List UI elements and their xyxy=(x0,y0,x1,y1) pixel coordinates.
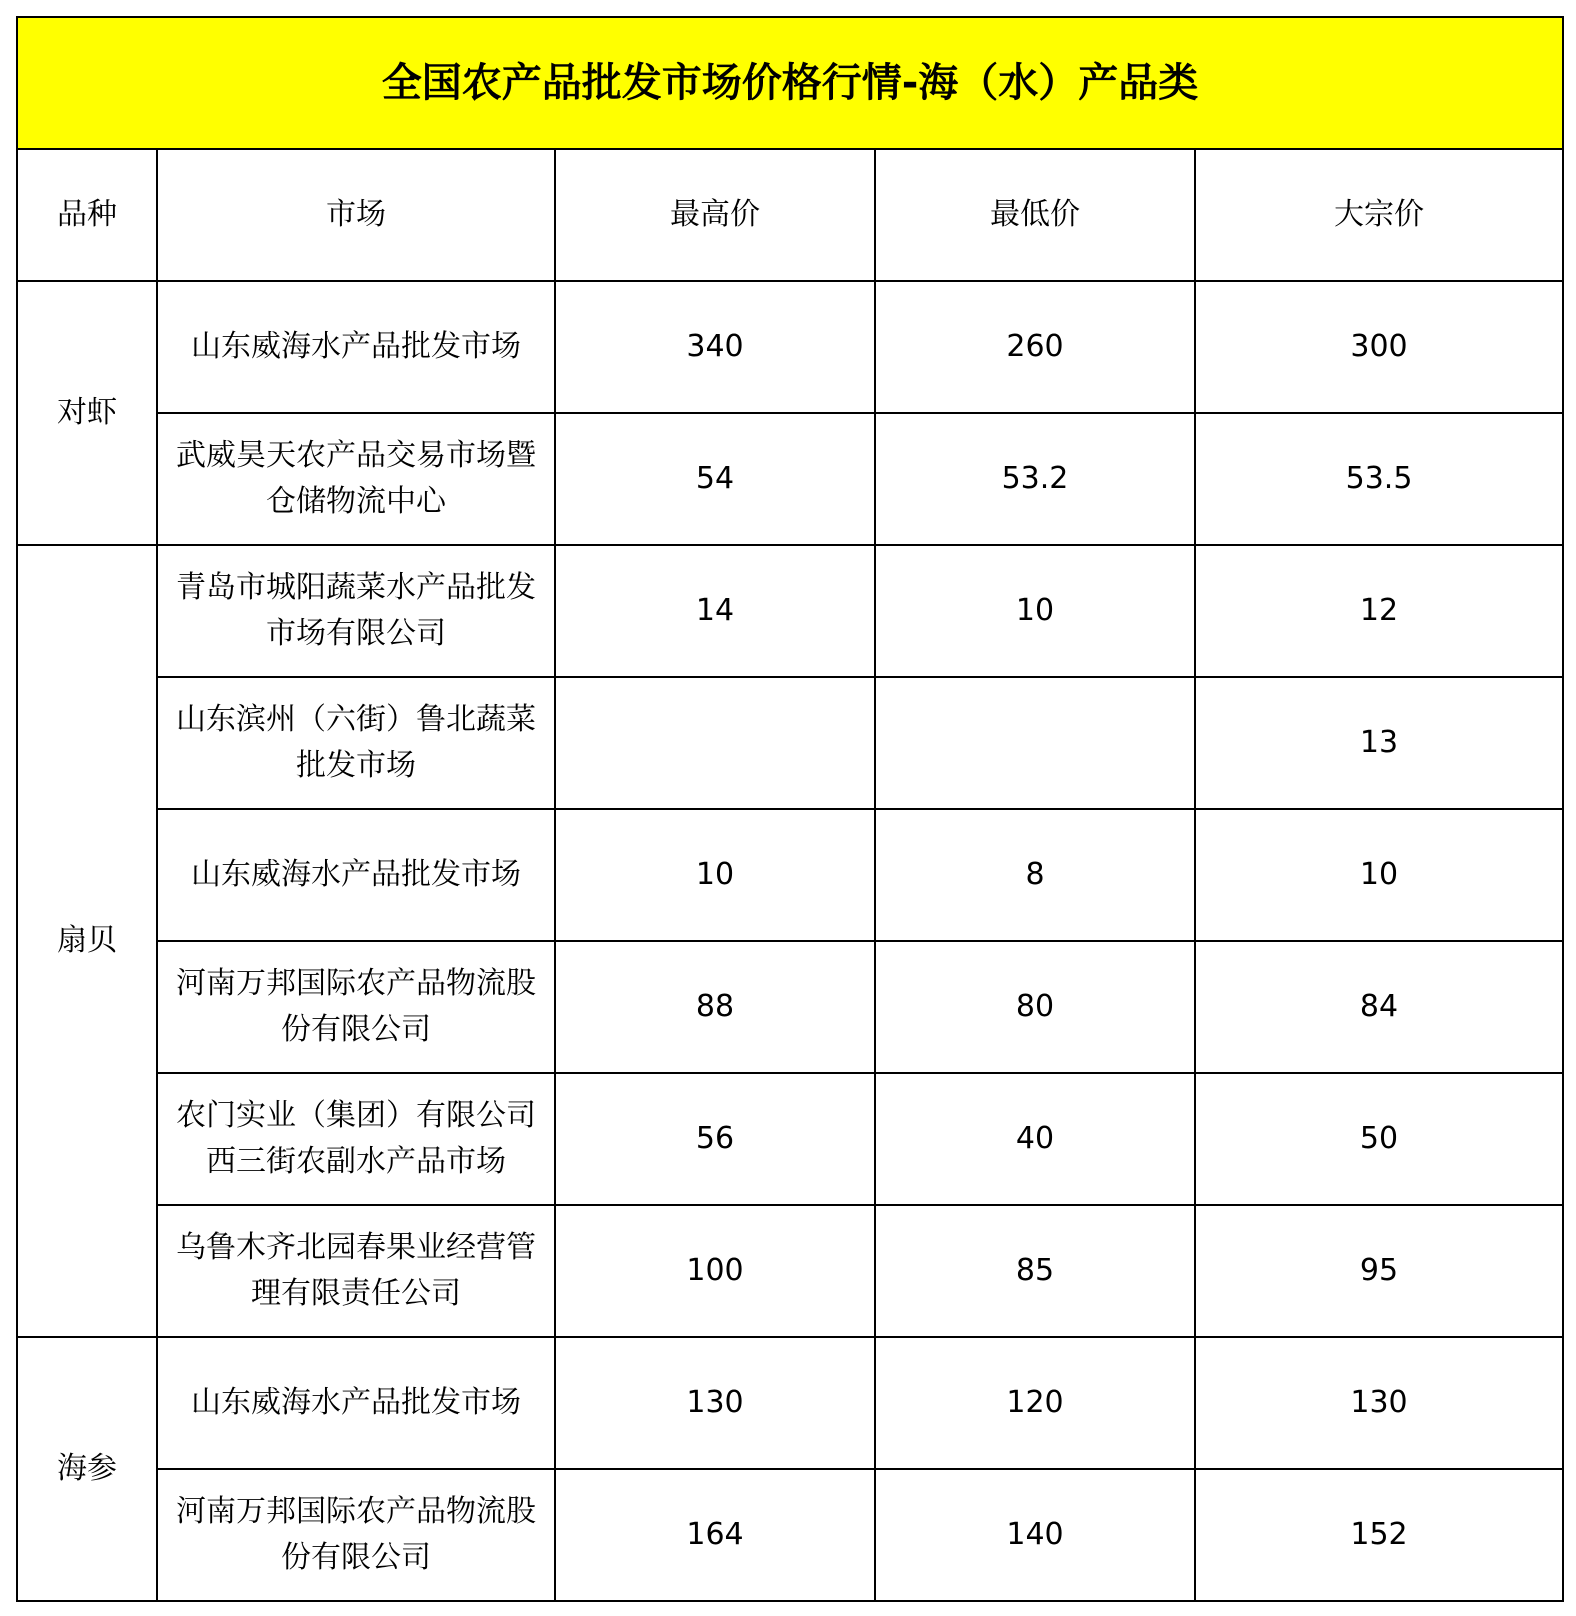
market-cell: 农门实业（集团）有限公司西三街农副水产品市场 xyxy=(157,1073,555,1205)
min-price-cell: 80 xyxy=(875,941,1195,1073)
max-price-cell: 340 xyxy=(555,281,875,413)
variety-cell: 海参 xyxy=(17,1337,157,1601)
min-price-cell xyxy=(875,677,1195,809)
bulk-price-cell: 300 xyxy=(1195,281,1563,413)
bulk-price-cell: 13 xyxy=(1195,677,1563,809)
market-cell: 山东威海水产品批发市场 xyxy=(157,281,555,413)
table-row xyxy=(17,809,1563,941)
price-table-body xyxy=(17,17,1563,1601)
max-price-cell: 56 xyxy=(555,1073,875,1205)
max-price-cell: 14 xyxy=(555,545,875,677)
table-row xyxy=(17,1469,1563,1601)
max-price-cell: 10 xyxy=(555,809,875,941)
bulk-price-cell: 12 xyxy=(1195,545,1563,677)
header-bulk-price: 大宗价 xyxy=(1195,149,1563,281)
header-row xyxy=(17,149,1563,281)
market-cell: 山东滨州（六街）鲁北蔬菜批发市场 xyxy=(157,677,555,809)
bulk-price-cell: 130 xyxy=(1195,1337,1563,1469)
table-row xyxy=(17,1073,1563,1205)
variety-cell: 对虾 xyxy=(17,281,157,545)
bulk-price-cell: 84 xyxy=(1195,941,1563,1073)
table-row xyxy=(17,281,1563,413)
header-variety: 品种 xyxy=(17,149,157,281)
max-price-cell: 100 xyxy=(555,1205,875,1337)
min-price-cell: 120 xyxy=(875,1337,1195,1469)
table-row xyxy=(17,677,1563,809)
min-price-cell: 53.2 xyxy=(875,413,1195,545)
price-table xyxy=(16,16,1564,1602)
title-row xyxy=(17,17,1563,149)
max-price-cell: 130 xyxy=(555,1337,875,1469)
market-cell: 青岛市城阳蔬菜水产品批发市场有限公司 xyxy=(157,545,555,677)
max-price-cell: 54 xyxy=(555,413,875,545)
bulk-price-cell: 152 xyxy=(1195,1469,1563,1601)
market-cell: 河南万邦国际农产品物流股份有限公司 xyxy=(157,1469,555,1601)
market-cell: 武威昊天农产品交易市场暨仓储物流中心 xyxy=(157,413,555,545)
min-price-cell: 260 xyxy=(875,281,1195,413)
max-price-cell: 88 xyxy=(555,941,875,1073)
market-cell: 山东威海水产品批发市场 xyxy=(157,809,555,941)
max-price-cell xyxy=(555,677,875,809)
market-cell: 河南万邦国际农产品物流股份有限公司 xyxy=(157,941,555,1073)
variety-cell: 扇贝 xyxy=(17,545,157,1337)
table-row xyxy=(17,941,1563,1073)
table-row xyxy=(17,545,1563,677)
bulk-price-cell: 95 xyxy=(1195,1205,1563,1337)
market-cell: 乌鲁木齐北园春果业经营管理有限责任公司 xyxy=(157,1205,555,1337)
bulk-price-cell: 10 xyxy=(1195,809,1563,941)
table-row xyxy=(17,1337,1563,1469)
market-cell: 山东威海水产品批发市场 xyxy=(157,1337,555,1469)
table-row xyxy=(17,413,1563,545)
header-min-price: 最低价 xyxy=(875,149,1195,281)
min-price-cell: 140 xyxy=(875,1469,1195,1601)
bulk-price-cell: 50 xyxy=(1195,1073,1563,1205)
min-price-cell: 10 xyxy=(875,545,1195,677)
table-title: 全国农产品批发市场价格行情-海（水）产品类 xyxy=(17,17,1563,149)
max-price-cell: 164 xyxy=(555,1469,875,1601)
min-price-cell: 85 xyxy=(875,1205,1195,1337)
table-row xyxy=(17,1205,1563,1337)
header-max-price: 最高价 xyxy=(555,149,875,281)
bulk-price-cell: 53.5 xyxy=(1195,413,1563,545)
min-price-cell: 40 xyxy=(875,1073,1195,1205)
header-market: 市场 xyxy=(157,149,555,281)
min-price-cell: 8 xyxy=(875,809,1195,941)
